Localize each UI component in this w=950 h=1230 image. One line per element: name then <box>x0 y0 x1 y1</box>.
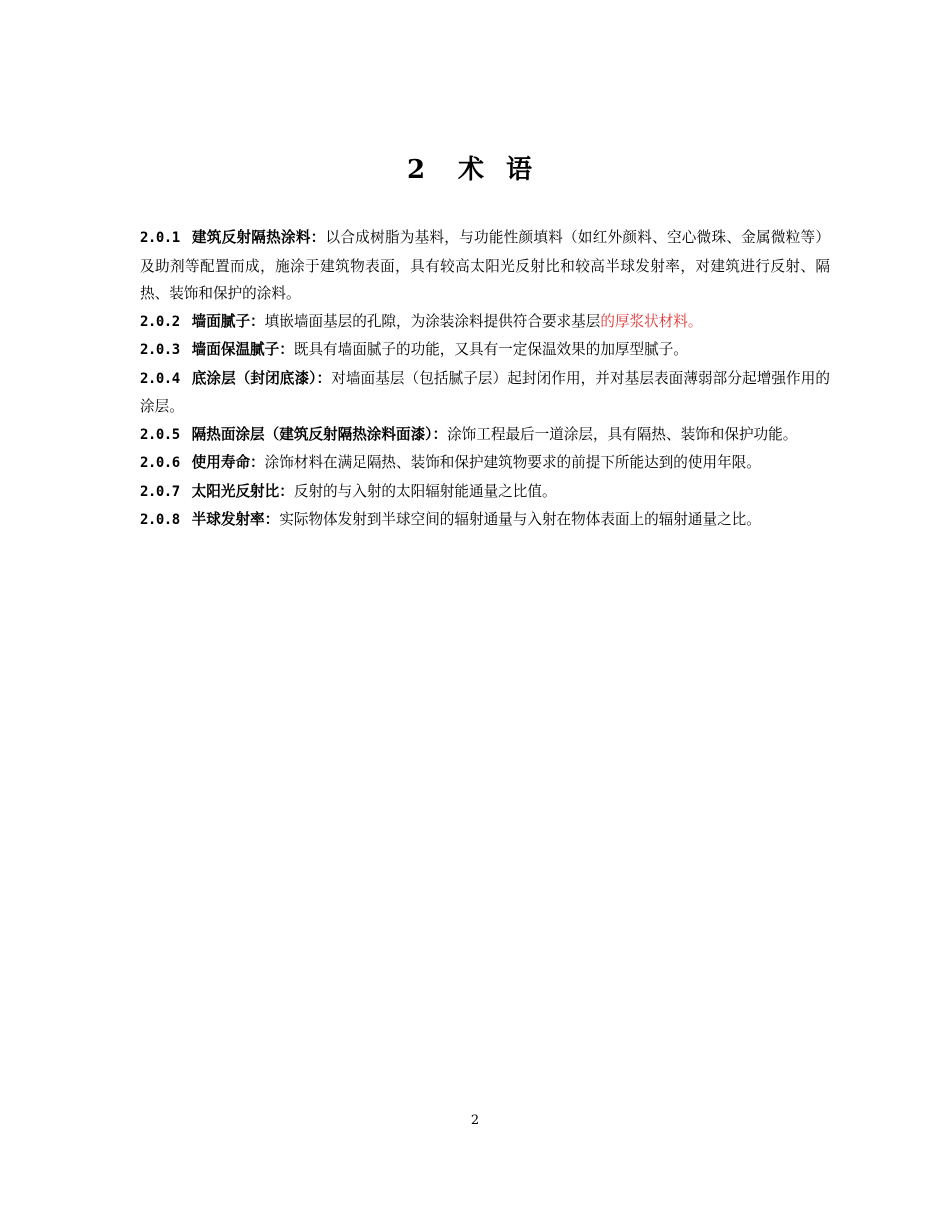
term-name: 墙面保温腻子 <box>191 341 280 358</box>
chapter-title-char-2: 语 <box>506 155 533 185</box>
term-number: 2.0.2 <box>140 313 180 330</box>
term-item <box>140 421 830 450</box>
term-definition: 对墙面基层（包括腻子层）起封闭作用，并对基层表面薄弱部分起增强作用的涂层。 <box>140 369 830 415</box>
term-definition: 实际物体发射到半球空间的辐射通量与入射在物体表面上的辐射通量之比。 <box>279 511 761 528</box>
term-name: 底涂层（封闭底漆） <box>191 369 317 387</box>
term-separator: ： <box>264 511 280 528</box>
term-separator: ： <box>316 369 332 387</box>
term-name: 建筑反射隔热涂料 <box>191 229 311 246</box>
term-separator: ： <box>279 482 294 500</box>
term-name: 半球发射率 <box>191 511 265 528</box>
page-title <box>0 150 950 190</box>
chapter-title-char-1: 术 <box>458 155 485 185</box>
term-item <box>140 308 830 337</box>
term-item <box>140 478 830 507</box>
term-name: 太阳光反射比 <box>191 482 280 500</box>
term-separator: ： <box>250 454 265 471</box>
term-definition: 涂饰工程最后一道涂层，具有隔热、装饰和保护功能。 <box>447 425 798 443</box>
term-definition: 反射的与入射的太阳辐射能通量之比值。 <box>293 482 557 500</box>
term-item <box>140 336 830 365</box>
term-item <box>140 506 830 535</box>
term-name: 隔热面涂层（建筑反射隔热涂料面漆） <box>191 425 433 443</box>
term-definition-highlight: 的厚浆状材料 <box>600 312 688 330</box>
term-number: 2.0.4 <box>140 370 180 387</box>
terms-list <box>140 224 830 535</box>
chapter-number: 2 <box>406 155 426 185</box>
term-number: 2.0.3 <box>140 342 180 358</box>
term-item <box>140 449 830 478</box>
term-definition: 涂饰材料在满足隔热、装饰和保护建筑物要求的前提下所能达到的使用年限。 <box>264 454 761 471</box>
term-definition: 既具有墙面腻子的功能，又具有一定保温效果的加厚型腻子。 <box>293 341 688 358</box>
term-definition-end: 。 <box>687 312 703 330</box>
term-separator: ： <box>310 229 326 246</box>
term-definition: 填嵌墙面基层的孔隙，为涂装涂料提供符合要求基层 <box>264 312 601 330</box>
term-item <box>140 224 830 308</box>
page-number: 2 <box>470 1113 480 1128</box>
term-separator: ： <box>250 312 265 330</box>
term-number: 2.0.8 <box>140 512 180 528</box>
term-separator: ： <box>432 425 448 443</box>
term-number: 2.0.5 <box>140 426 180 443</box>
term-name: 墙面腻子 <box>191 312 251 330</box>
term-number: 2.0.6 <box>140 455 180 471</box>
term-separator: ： <box>279 341 294 358</box>
term-number: 2.0.1 <box>140 230 180 246</box>
term-number: 2.0.7 <box>140 483 180 500</box>
term-name: 使用寿命 <box>191 454 251 471</box>
term-item <box>140 365 830 421</box>
term-definition: 以合成树脂为基料，与功能性颜填料（如红外颜料、空心微珠、金属微粒等）及助剂等配置而成，施涂于建筑物表面，具有较高太阳光反射比和较高半球发射率，对建筑进行反射、隔热、装饰和保护的涂料。 <box>140 229 830 302</box>
